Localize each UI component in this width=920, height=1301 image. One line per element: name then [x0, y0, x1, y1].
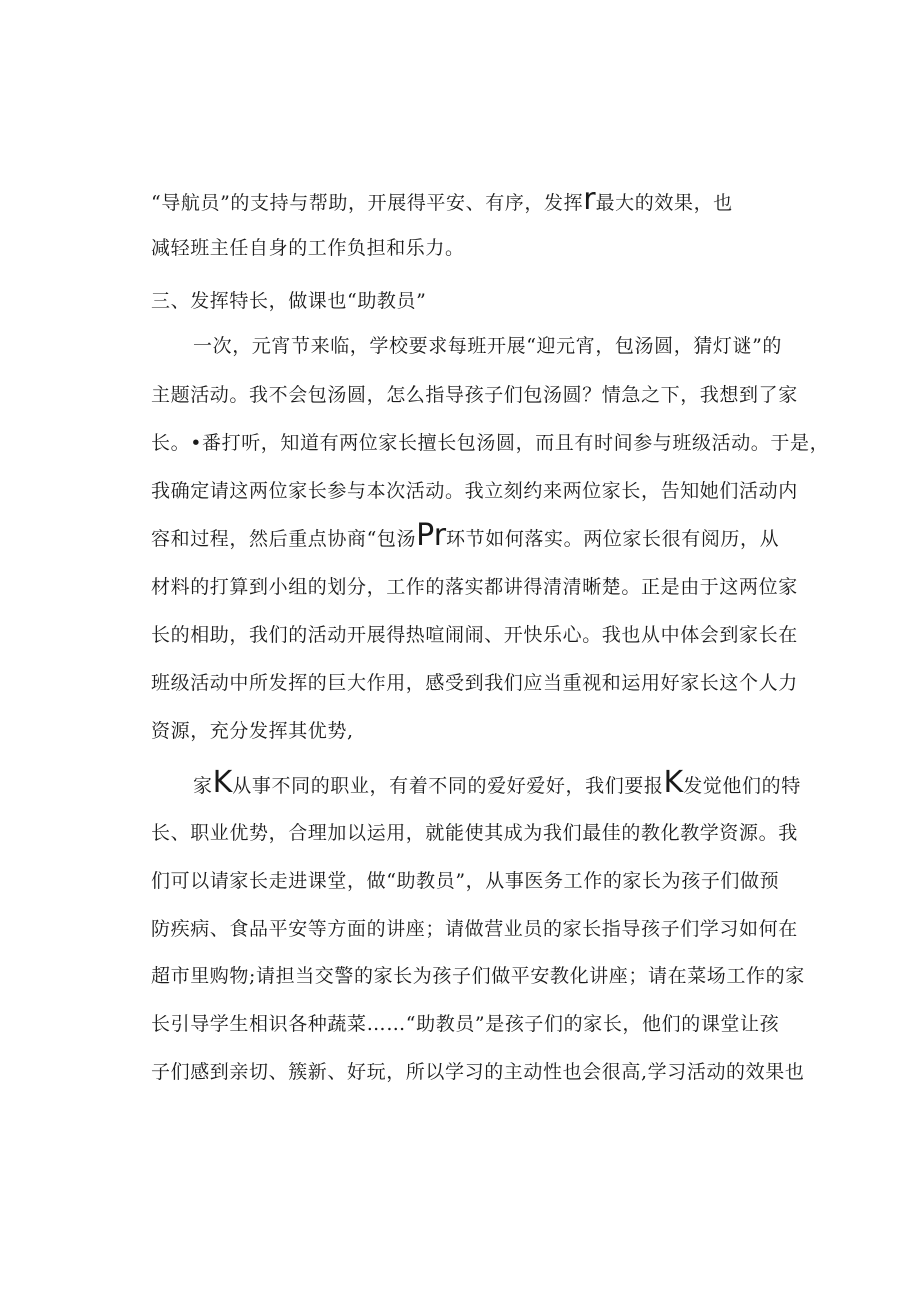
text-line: 家K从事不同的职业，有着不同的爱好爱好，我们要报K发觉他们的特 [193, 765, 801, 800]
text-line: 们可以请家长走进课堂，做“助教员”，从事医务工作的家长为孩子们做预 [151, 870, 780, 892]
text-line: 材料的打算到小组的划分，工作的落实都讲得清清晰楚。正是由于这两位家 [151, 576, 798, 598]
text-line: 主题活动。我不会包汤圆，怎么指导孩子们包汤圆？情急之下，我想到了家 [151, 384, 798, 406]
text-line: 班级活动中所发挥的巨大作用，感受到我们应当重视和运用好家长这个人力 [151, 672, 798, 694]
text-line: 防疾病、食品平安等方面的讲座；请做营业员的家长指导孩子们学习如何在 [151, 918, 798, 940]
text-line: 长的相助，我们的活动开展得热喧闹闹、开快乐心。我也从中体会到家长在 [151, 624, 798, 646]
text-line: 子们感到亲切、簇新、好玩，所以学习的主动性也会很高,学习活动的效果也 [151, 1061, 805, 1083]
text-line: 长引导学生相识各种蔬菜……“助教员”是孩子们的家长，他们的课堂让孩 [151, 1013, 780, 1035]
ocr-glyph: K [212, 765, 233, 800]
ocr-glyph: r [583, 182, 596, 217]
ocr-glyph: K [663, 765, 684, 800]
text-line: 超市里购物;请担当交警的家长为孩子们做平安教化讲座；请在菜场工作的家 [151, 965, 805, 987]
text-line: 长、职业优势，合理加以运用，就能使其成为我们最佳的教化教学资源。我 [151, 822, 798, 844]
text-line: 一次，元宵节来临，学校要求每班开展“迎元宵，包汤圆，猜灯谜”的 [193, 335, 783, 357]
text-line: 资源，充分发挥其优势, [151, 720, 354, 742]
text-line: 容和过程，然后重点协商“包汤Pr环节如何落实。两位家长很有阅历，从 [151, 518, 780, 553]
text-line: 我确定请这两位家长参与本次活动。我立刻约来两位家长，告知她们活动内 [151, 480, 798, 502]
ocr-glyph: Pr [416, 518, 447, 553]
section-heading: 三、发挥特长，做课也“助教员” [151, 290, 427, 312]
text-line: 减轻班主任自身的工作负担和乐力。 [151, 237, 465, 259]
text-line: “导航员”的支持与帮助，开展得平安、有序，发挥r最大的效果，也 [151, 182, 733, 217]
text-line: 长。•番打听，知道有两位家长擅长包汤圆，而且有时间参与班级活动。于是， [151, 432, 830, 454]
